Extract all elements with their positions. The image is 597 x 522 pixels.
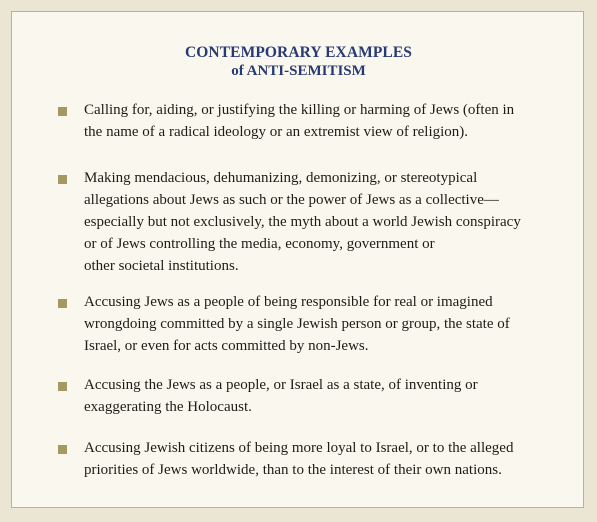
item-text bbox=[84, 437, 568, 481]
item-line: Accusing Jewish citizens of being more loyal to Israel, or to the alleged bbox=[84, 440, 514, 456]
item-text bbox=[84, 99, 568, 143]
item-line: Making mendacious, dehumanizing, demonizing, or stereotypical bbox=[84, 170, 478, 186]
item-line: Accusing Jews as a people of being responsible for real or imagined bbox=[84, 294, 493, 310]
list-item bbox=[58, 99, 568, 143]
square-bullet-icon bbox=[58, 382, 67, 391]
item-line: priorities of Jews worldwide, than to the interest of their own nations. bbox=[84, 462, 502, 478]
item-line: Israel, or even for acts committed by non-Jews. bbox=[84, 338, 369, 354]
square-bullet-icon bbox=[58, 175, 67, 184]
item-line: or of Jews controlling the media, economy, government or bbox=[84, 236, 435, 252]
item-line: the name of a radical ideology or an extremist view of religion). bbox=[84, 124, 469, 140]
item-line: Accusing the Jews as a people, or Israel as a state, of inventing or bbox=[84, 377, 478, 393]
item-text bbox=[84, 374, 568, 418]
list-item bbox=[58, 374, 568, 418]
title-line-2: of ANTI-SEMITISM bbox=[231, 63, 366, 79]
list-item bbox=[58, 167, 568, 277]
page-title bbox=[12, 43, 585, 81]
square-bullet-icon bbox=[58, 299, 67, 308]
list-item bbox=[58, 291, 568, 357]
item-text bbox=[84, 167, 568, 277]
square-bullet-icon bbox=[58, 445, 67, 454]
title-line-1: CONTEMPORARY EXAMPLES bbox=[184, 44, 413, 61]
item-line: especially but not exclusively, the myth about a world Jewish conspiracy bbox=[84, 214, 521, 230]
examples-box bbox=[11, 11, 584, 508]
item-line: wrongdoing committed by a single Jewish person or group, the state of bbox=[84, 316, 510, 332]
item-line: allegations about Jews as such or the power of Jews as a collective— bbox=[84, 192, 499, 208]
list-item bbox=[58, 437, 568, 481]
square-bullet-icon bbox=[58, 107, 67, 116]
item-line: Calling for, aiding, or justifying the killing or harming of Jews (often in bbox=[84, 102, 515, 118]
item-line: other societal institutions. bbox=[84, 258, 239, 274]
item-line: exaggerating the Holocaust. bbox=[84, 399, 252, 415]
item-text bbox=[84, 291, 568, 357]
